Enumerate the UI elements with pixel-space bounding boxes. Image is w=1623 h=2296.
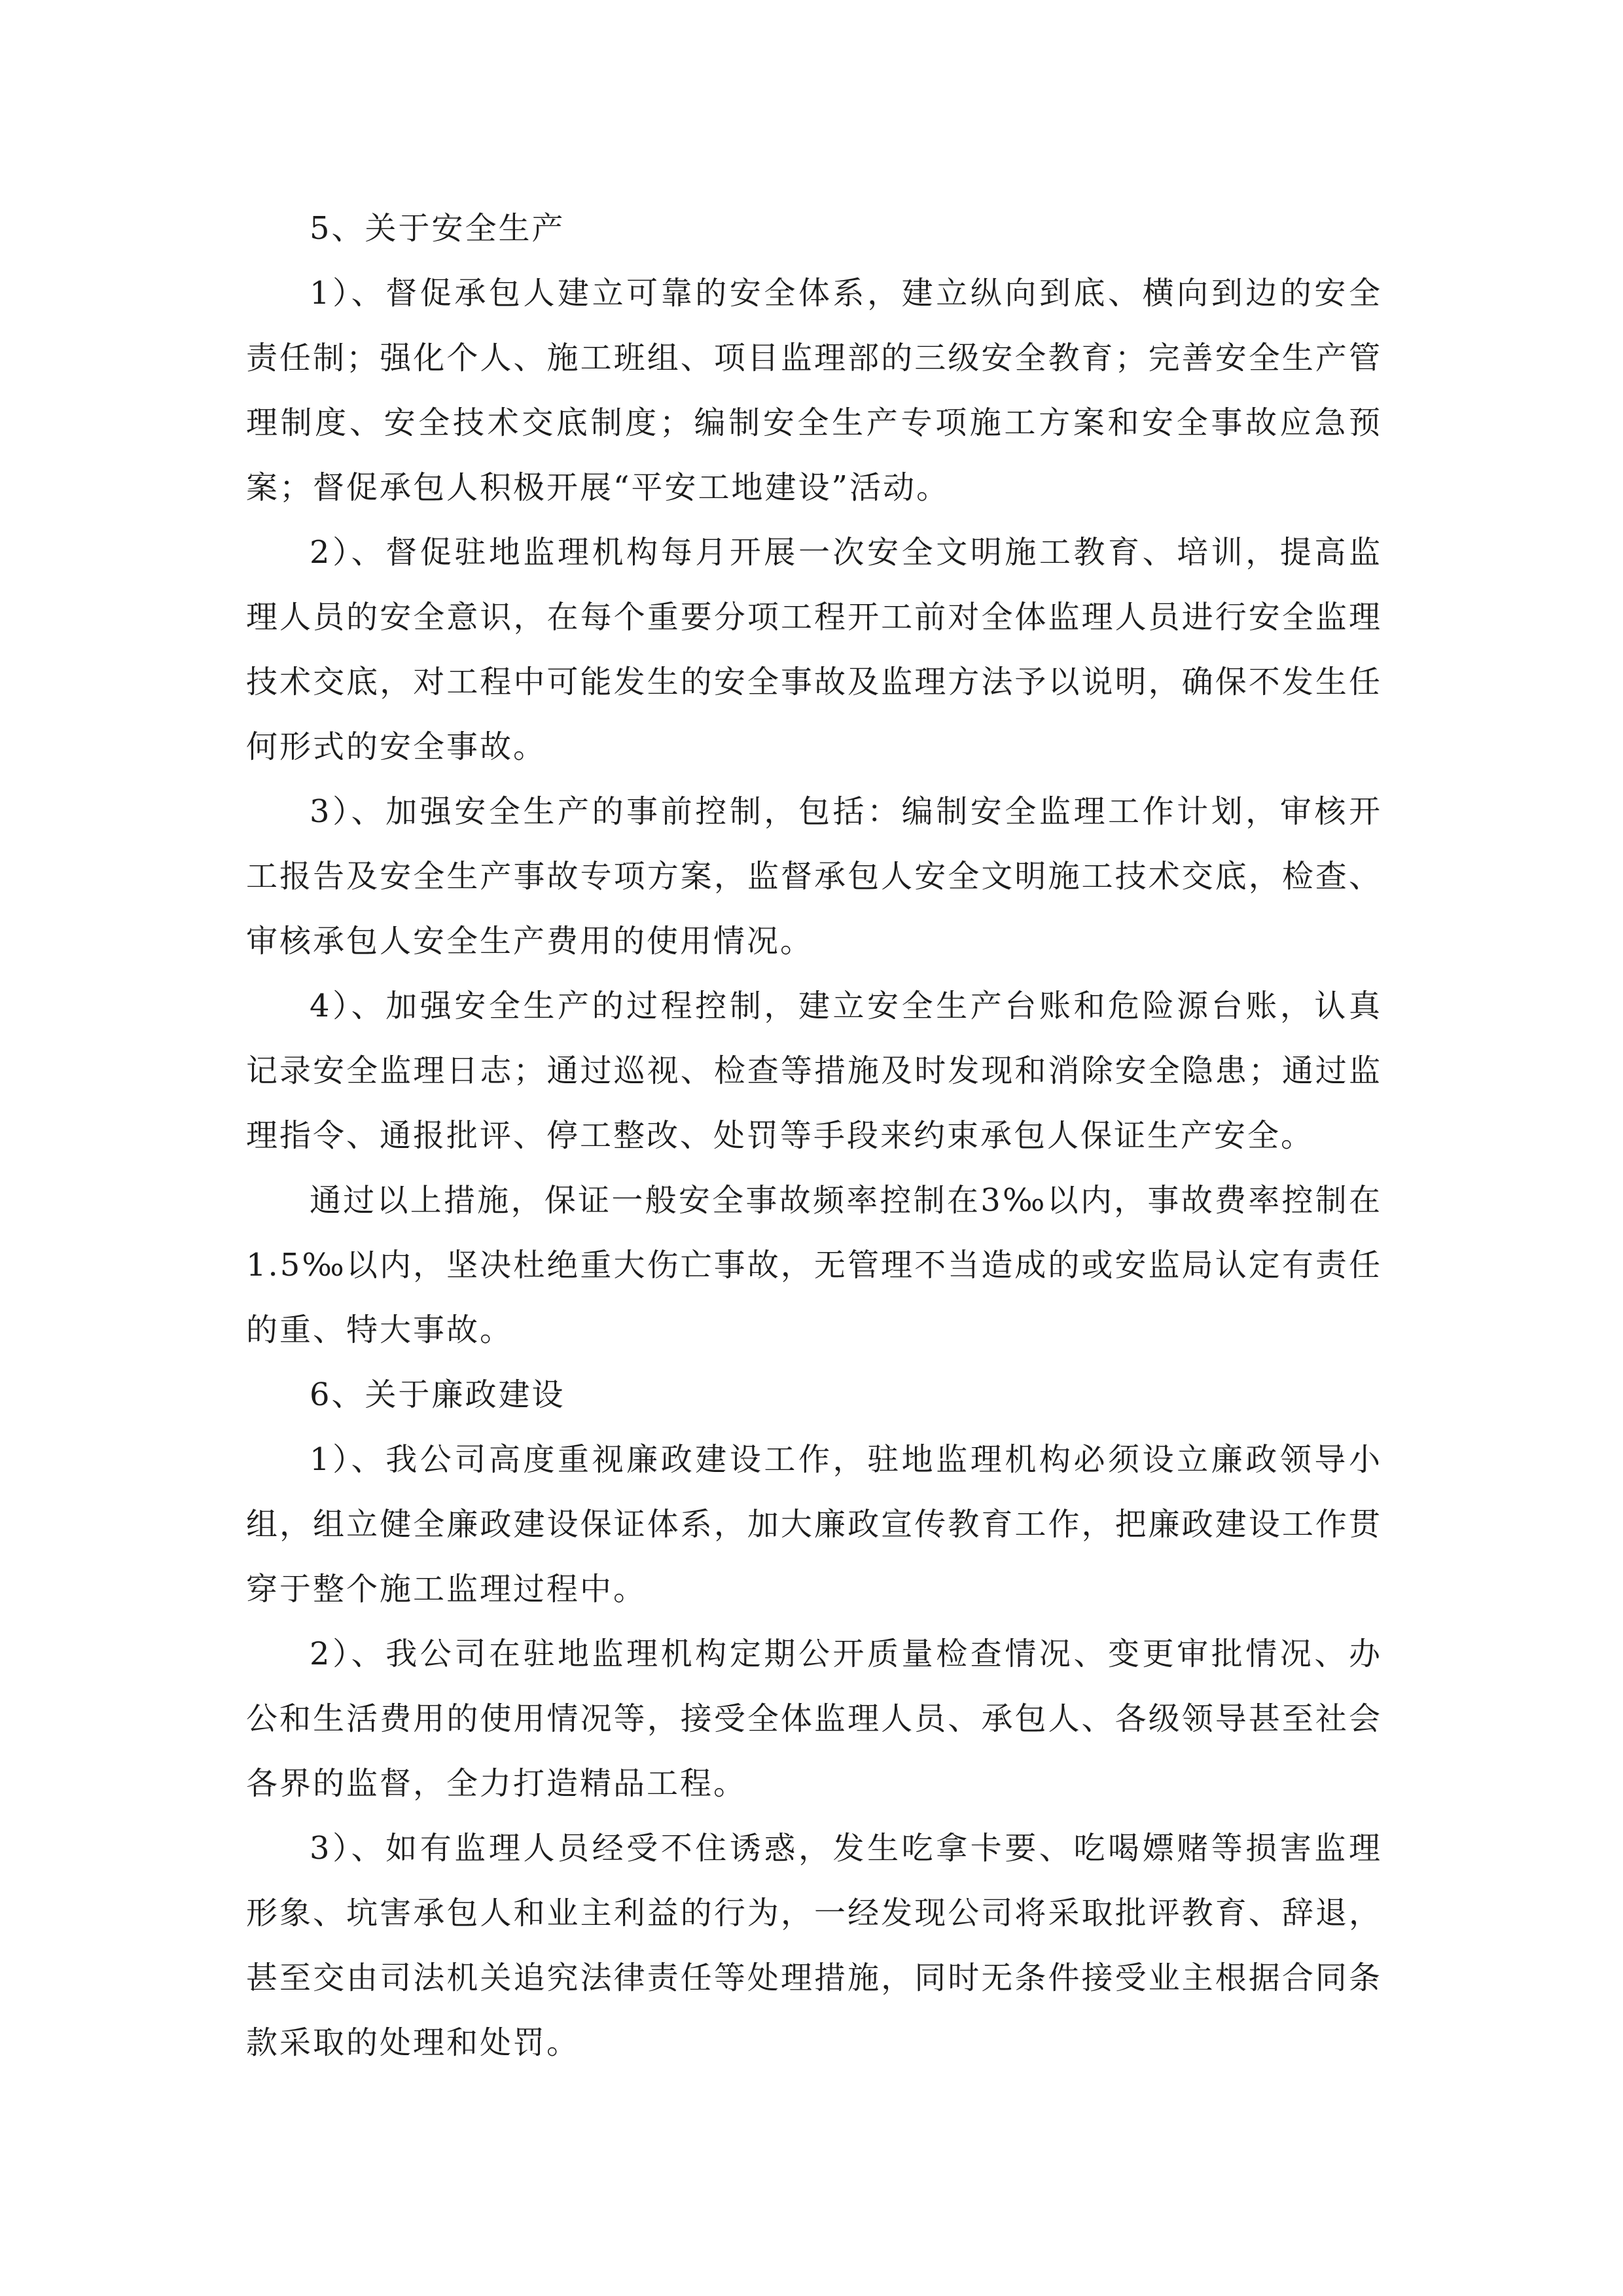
section-heading-safety-production: 5、关于安全生产: [310, 210, 565, 247]
paragraph-safety-system: 1）、督促承包人建立可靠的安全体系，建立纵向到底、横向到边的安全责任制；强化个人、施工班组、项目监理部的三级安全教育；完善安全生产管理制度、安全技术交底制度；编制安全生产专项施工方案和安全事故应急预案；督促承包人积极开展“平安工地建设”活动。: [246, 275, 1382, 506]
paragraph-integrity-penalties: 3）、如有监理人员经受不住诱惑，发生吃拿卡要、吃喝嫖赌等损害监理形象、坑害承包人和业主利益的行为，一经发现公司将采取批评教育、辞退，甚至交由司法机关追究法律责任等处理措施，同时无条件接受业主根据合同条款采取的处理和处罚。: [246, 1830, 1382, 2061]
paragraph-safety-targets: 通过以上措施，保证一般安全事故频率控制在3‰以内，事故费率控制在1.5‰以内，坚决杜绝重大伤亡事故，无管理不当造成的或安监局认定有责任的重、特大事故。: [246, 1182, 1382, 1348]
section-heading-integrity: 6、关于廉政建设: [310, 1376, 565, 1413]
paragraph-integrity-group: 1）、我公司高度重视廉政建设工作，驻地监理机构必须设立廉政领导小组，组立健全廉政建设保证体系，加大廉政宣传教育工作，把廉政建设工作贯穿于整个施工监理过程中。: [246, 1441, 1382, 1607]
paragraph-safety-training: 2）、督促驻地监理机构每月开展一次安全文明施工教育、培训，提高监理人员的安全意识，在每个重要分项工程开工前对全体监理人员进行安全监理技术交底，对工程中可能发生的安全事故及监理方法予以说明，确保不发生任何形式的安全事故。: [246, 534, 1382, 765]
paragraph-prior-control: 3）、加强安全生产的事前控制，包括：编制安全监理工作计划，审核开工报告及安全生产事故专项方案，监督承包人安全文明施工技术交底，检查、审核承包人安全生产费用的使用情况。: [246, 793, 1382, 960]
paragraph-integrity-disclosure: 2）、我公司在驻地监理机构定期公开质量检查情况、变更审批情况、办公和生活费用的使用情况等，接受全体监理人员、承包人、各级领导甚至社会各界的监督，全力打造精品工程。: [246, 1636, 1382, 1802]
paragraph-process-control: 4）、加强安全生产的过程控制，建立安全生产台账和危险源台账，认真记录安全监理日志；通过巡视、检查等措施及时发现和消除安全隐患；通过监理指令、通报批评、停工整改、处罚等手段来约束承包人保证生产安全。: [246, 988, 1382, 1154]
document-body: [246, 196, 1382, 2075]
